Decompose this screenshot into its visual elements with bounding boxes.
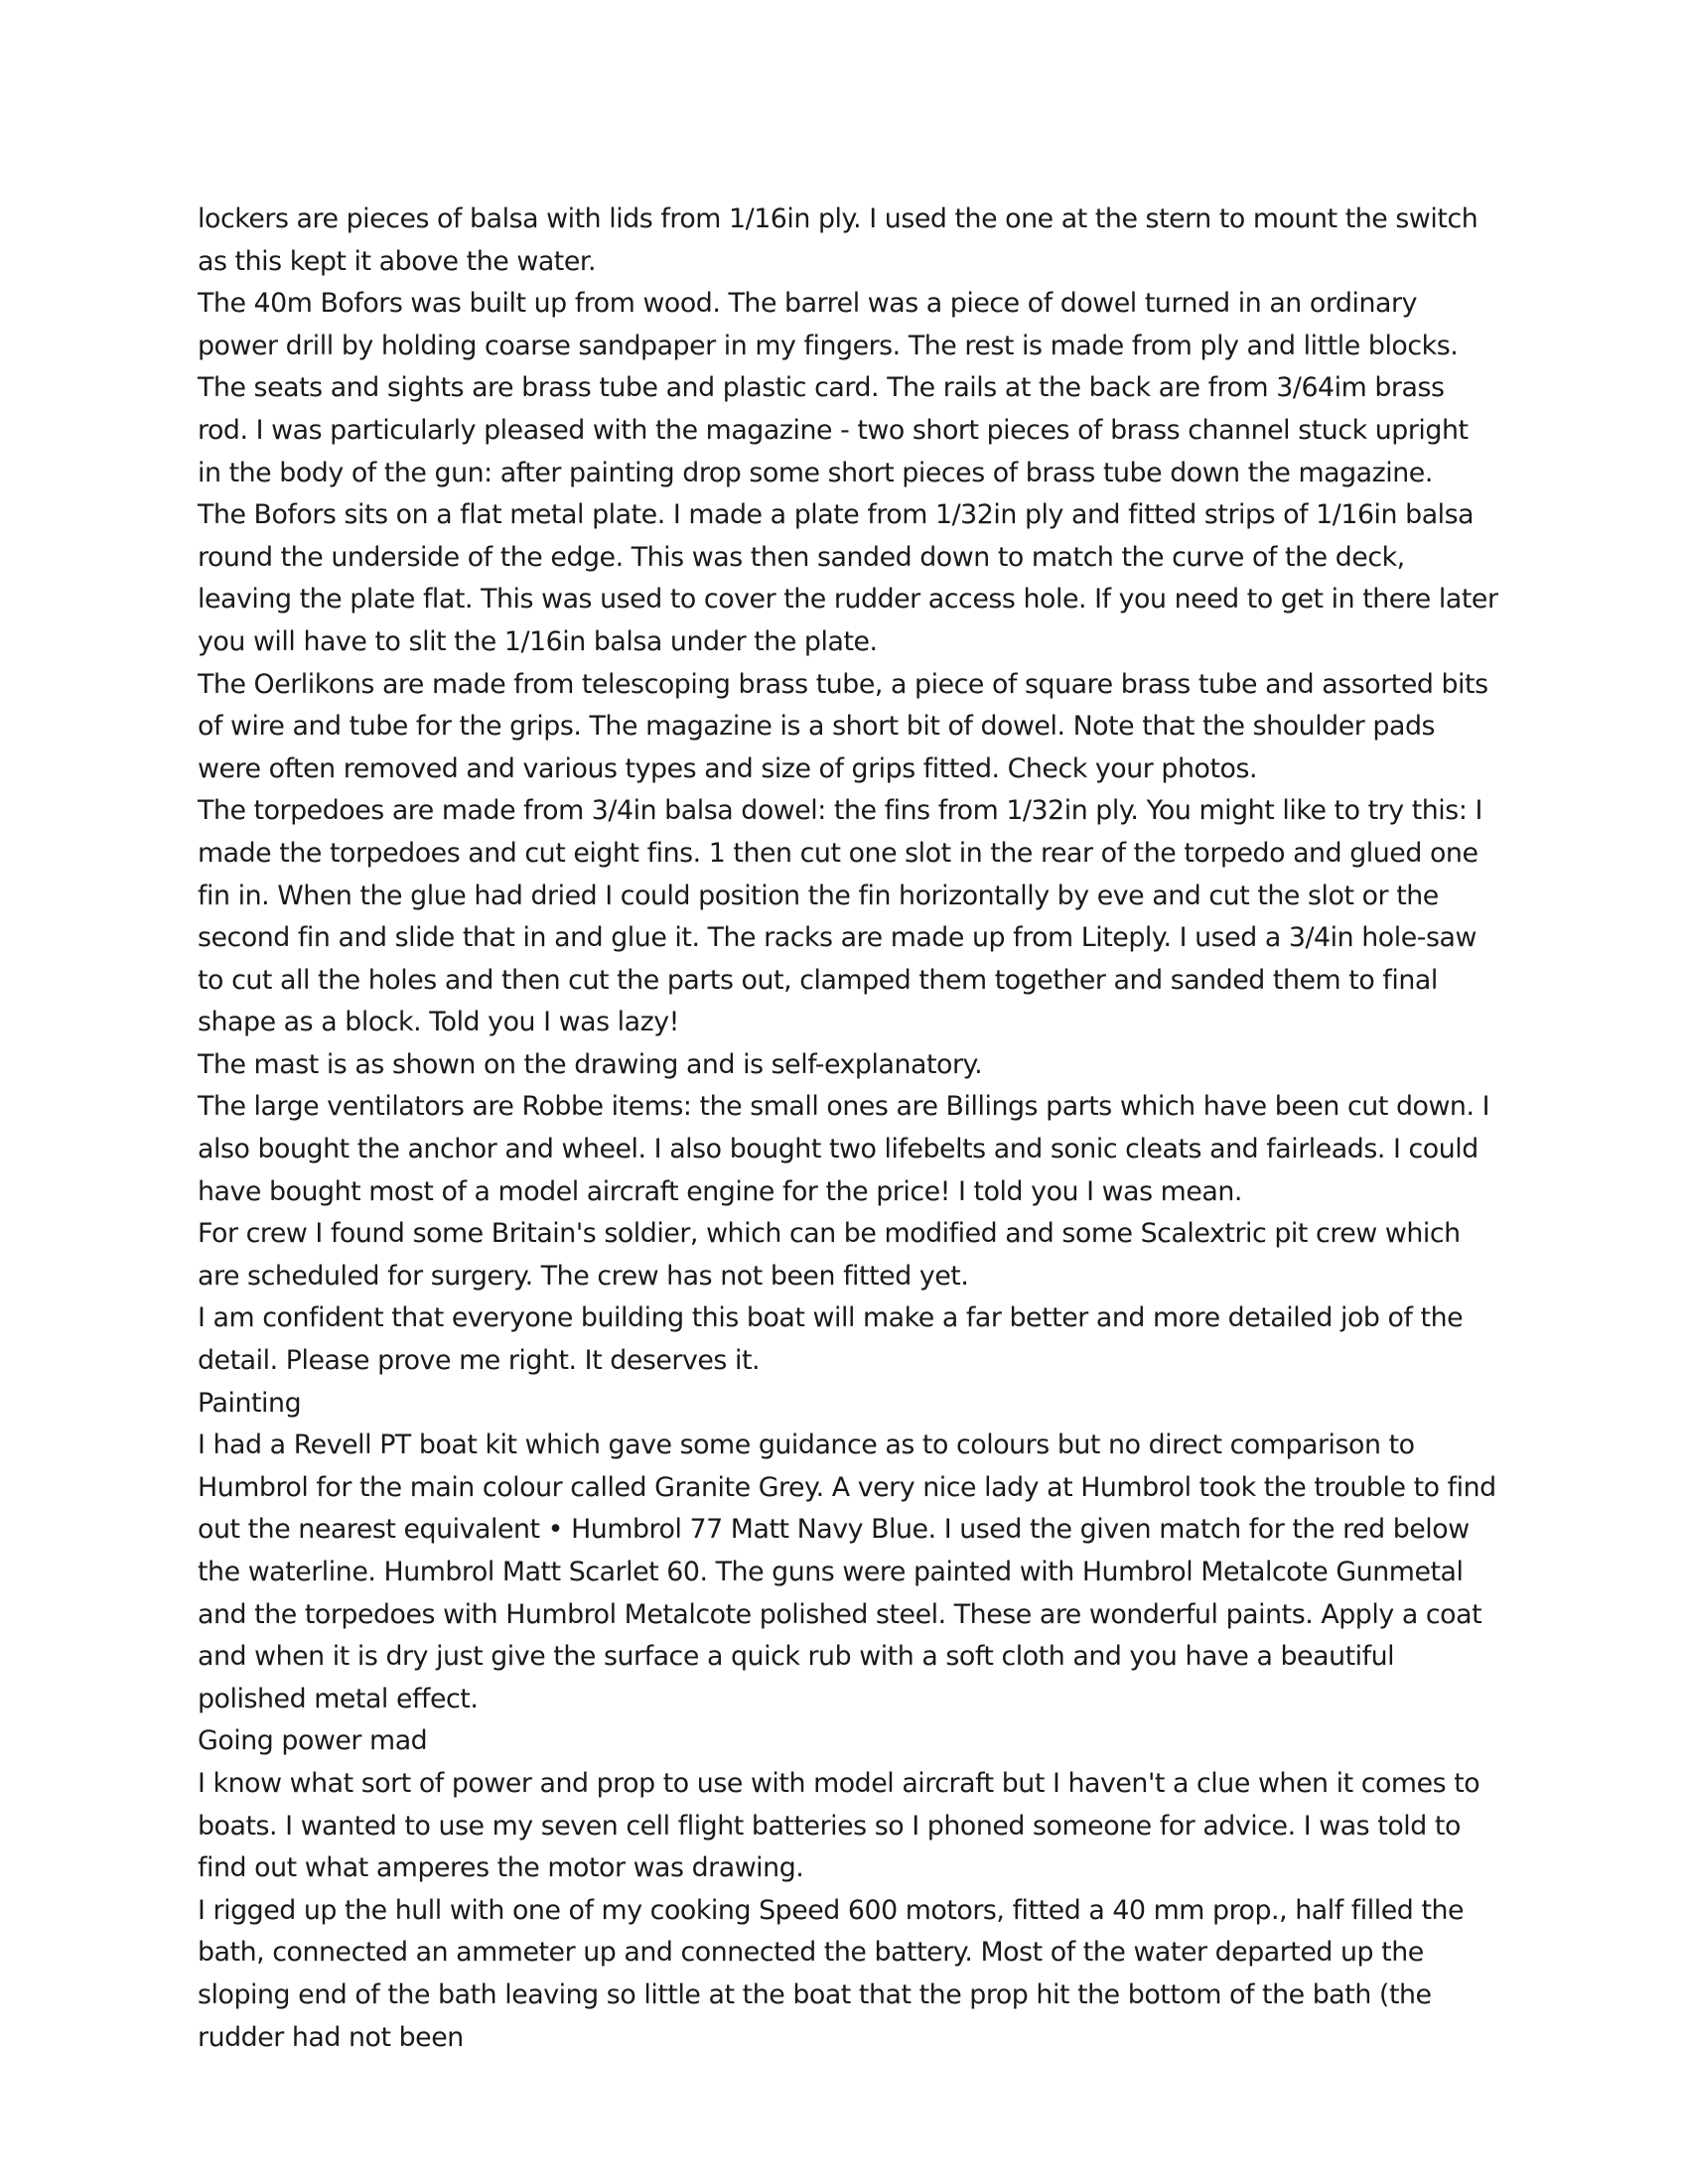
- paragraph-seats-sights: The seats and sights are brass tube and plastic card. The rails at the back are from 3/64im brass rod. I was particularly pleased with the magazine - two short pieces of brass channel stuck upright in the body of the gun: after painting drop some short pieces of brass tube down the magazine.: [198, 372, 1469, 488]
- paragraph-lockers: lockers are pieces of balsa with lids from 1/16in ply. I used the one at the stern to mount the switch as this kept it above the water.: [198, 204, 1478, 277]
- paragraph-ventilators: The large ventilators are Robbe items: the small ones are Billings parts which have been cut down. I also bought the anchor and wheel. I also bought two lifebelts and sonic cleats and fairleads. I could have bought most of a model aircraft engine for the price! I told you I was mean.: [198, 1091, 1490, 1207]
- paragraph-painting: I had a Revell PT boat kit which gave some guidance as to colours but no direct comparison to Humbrol for the main colour called Granite Grey. A very nice lady at Humbrol took the trouble to find out the nearest equivalent • Humbrol 77 Matt Navy Blue. I used the given match for the red below the waterline. Humbrol Matt Scarlet 60. The guns were painted with Humbrol Metalcote Gunmetal and the torpedoes with Humbrol Metalcote polished steel. These are wonderful paints. Apply a coat and when it is dry just give the surface a quick rub with a soft cloth and you have a beautiful polished metal effect.: [198, 1430, 1496, 1714]
- paragraph-confidence: I am confident that everyone building this boat will make a far better and more detailed job of the detail. Please prove me right. It deserves it.: [198, 1302, 1464, 1377]
- heading-painting: Painting: [198, 1387, 302, 1419]
- heading-going-power-mad: Going power mad: [198, 1725, 428, 1757]
- paragraph-bofors-plate: The Bofors sits on a flat metal plate. I made a plate from 1/32in ply and fitted strips of 1/16in balsa round the underside of the edge. This was then sanded down to match the curve of the deck, leaving the plate flat. This was used to cover the rudder access hole. If you need to get in there later you will have to slit the 1/16in balsa under the plate.: [198, 499, 1498, 657]
- paragraph-torpedoes: The torpedoes are made from 3/4in balsa dowel: the fins from 1/32in ply. You might like to try this: I made the torpedoes and cut eight fins. 1 then cut one slot in the rear of the torpedo and glued one fin in. When the glue had dried I could position the fin horizontally by eve and cut the slot or the second fin and slide that in and glue it. The racks are made up from Liteply. I used a 3/4in hole-saw to cut all the holes and then cut the parts out, clamped them together and sanded them to final shape as a block. Told you I was lazy!: [198, 795, 1482, 1038]
- paragraph-power-advice: I know what sort of power and prop to use with model aircraft but I haven't a clue when it comes to boats. I wanted to use my seven cell flight batteries so I phoned someone for advice. I was told to find out what amperes the motor was drawing.: [198, 1767, 1480, 1884]
- paragraph-bath-test: I rigged up the hull with one of my cooking Speed 600 motors, fitted a 40 mm prop., half filled the bath, connected an ammeter up and connected the battery. Most of the water departed up the sloping end of the bath leaving so little at the boat that the prop hit the bottom of the bath (the rudder had not been: [198, 1894, 1465, 2053]
- paragraph-bofors-build: The 40m Bofors was built up from wood. The barrel was a piece of dowel turned in an ordinary power drill by holding coarse sandpaper in my fingers. The rest is made from ply and little blocks.: [198, 288, 1459, 361]
- paragraph-oerlikons: The Oerlikons are made from telescoping brass tube, a piece of square brass tube and assorted bits of wire and tube for the grips. The magazine is a short bit of dowel. Note that the shoulder pads were often removed and various types and size of grips fitted. Check your photos.: [198, 668, 1488, 784]
- paragraph-crew: For crew I found some Britain's soldier, which can be modified and some Scalextric pit crew which are scheduled for surgery. The crew has not been fitted yet.: [198, 1218, 1461, 1292]
- paragraph-mast: The mast is as shown on the drawing and is self-explanatory.: [198, 1048, 983, 1080]
- article-body: [198, 199, 1498, 2059]
